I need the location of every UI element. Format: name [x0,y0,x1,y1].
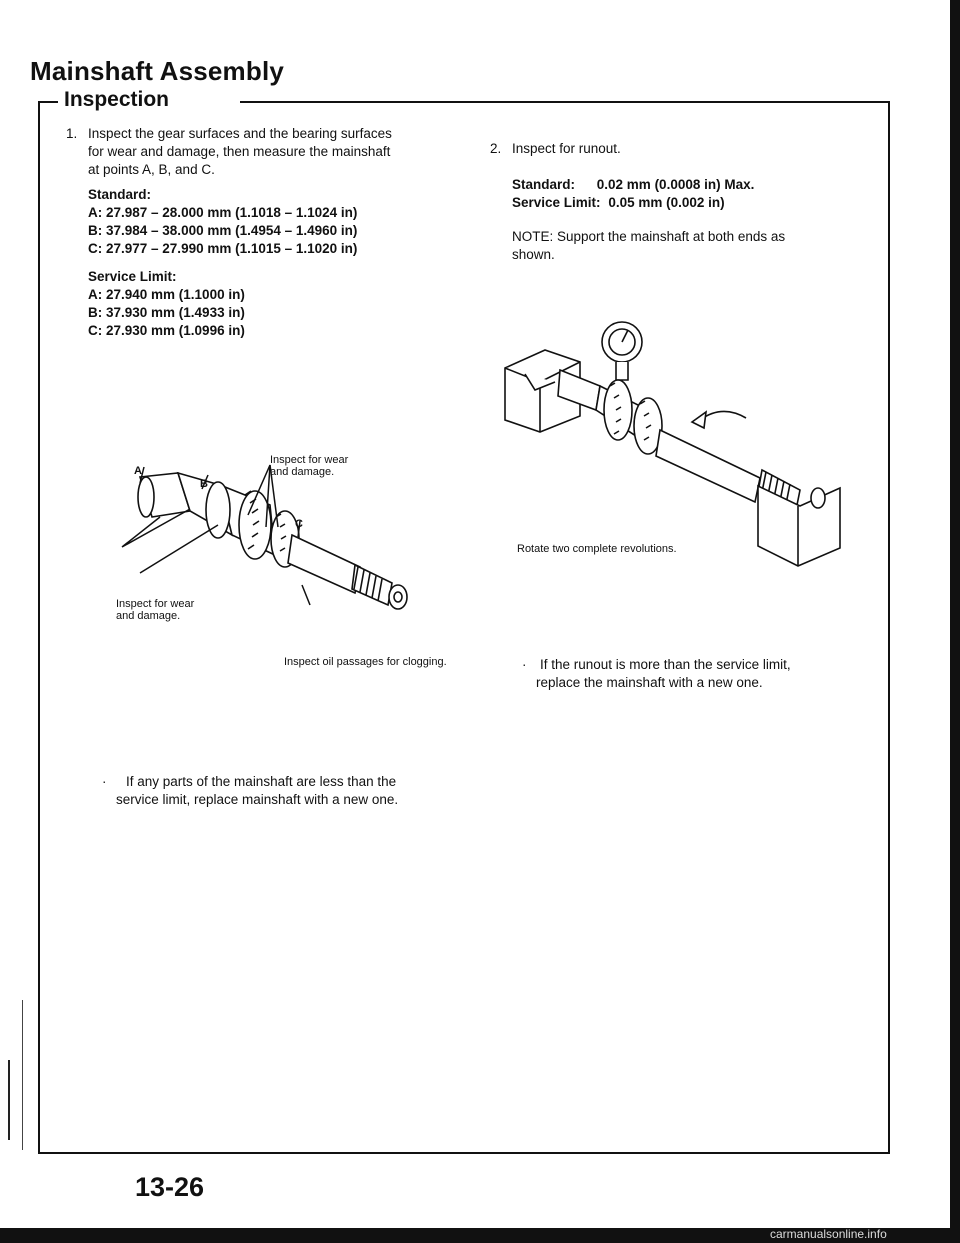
standard-c: C: 27.977 – 27.990 mm (1.1015 – 1.1020 in) [88,241,358,256]
section-heading: Inspection [64,88,170,111]
section-rule-left [38,101,58,103]
page-title: Mainshaft Assembly [30,56,285,86]
bullet-dot: · [102,774,107,789]
section-rule-right [240,101,890,103]
step2-line: Inspect for runout. [512,141,621,156]
point-a-label: A [134,465,142,477]
frame-bottom-border [38,1152,890,1154]
page-number: 13-26 [135,1172,205,1202]
service-limit-c: C: 27.930 mm (1.0996 in) [88,323,245,338]
standard-value: 0.02 mm (0.0008 in) Max. [596,177,755,192]
bullet-line: If any parts of the mainshaft are less than the [126,774,397,789]
service-limit-a: A: 27.940 mm (1.1000 in) [88,287,245,302]
callout-wear-top [270,454,348,478]
bullet-line: service limit, replace mainshaft with a new one. [116,792,399,807]
callout-wear-left [116,598,194,622]
step2-service-limit [512,194,872,212]
scan-edge-right [950,0,960,1243]
point-c-label: C [295,518,303,530]
step1-intro [66,125,448,179]
step2-number: 2. [490,141,502,156]
step1-line: Inspect the gear surfaces and the bearing surfaces [88,126,392,141]
service-limit-b: B: 37.930 mm (1.4933 in) [88,305,245,320]
callout-line: and damage. [116,610,181,622]
callout-line: Inspect for wear [116,598,195,610]
frame-right-border [888,101,890,1153]
note-line: shown. [512,247,555,262]
standard-b: B: 37.984 – 38.000 mm (1.4954 – 1.4960 in) [88,223,358,238]
step1-bullet [102,773,456,809]
bullet-dot: · [522,657,527,672]
step2-intro [490,140,872,158]
callout-line: and damage. [270,466,335,478]
step1-number: 1. [66,126,78,141]
margin-mark [8,1060,10,1140]
step1-standard [88,186,448,258]
bullet-line: If the runout is more than the service limit, [540,657,791,672]
step1-service-limit [88,268,448,340]
standard-a: A: 27.987 – 28.000 mm (1.1018 – 1.1024 in) [88,205,358,220]
step1-line: at points A, B, and C. [88,162,215,177]
runout-diagram [500,310,860,570]
oil-passage-caption: Inspect oil passages for clogging. [284,656,447,668]
rotate-caption: Rotate two complete revolutions. [517,543,677,555]
step2-note [512,228,872,264]
step1-line: for wear and damage, then measure the mainshaft [88,144,391,159]
step2-bullet [522,656,876,692]
note-line: NOTE: Support the mainshaft at both ends as [512,229,786,244]
service-limit-label: Service Limit: [88,269,177,284]
service-limit-label: Service Limit: [512,195,601,210]
standard-label: Standard: [512,177,576,192]
margin-mark [22,1000,23,1150]
service-limit-value: 0.05 mm (0.002 in) [608,195,725,210]
point-b-label: B [200,478,208,490]
bullet-line: replace the mainshaft with a new one. [536,675,763,690]
callout-line: Inspect for wear [270,454,349,466]
watermark: carmanualsonline.info [770,1227,887,1241]
step2-standard [512,176,872,194]
standard-label: Standard: [88,187,152,202]
frame-left-border [38,101,40,1153]
